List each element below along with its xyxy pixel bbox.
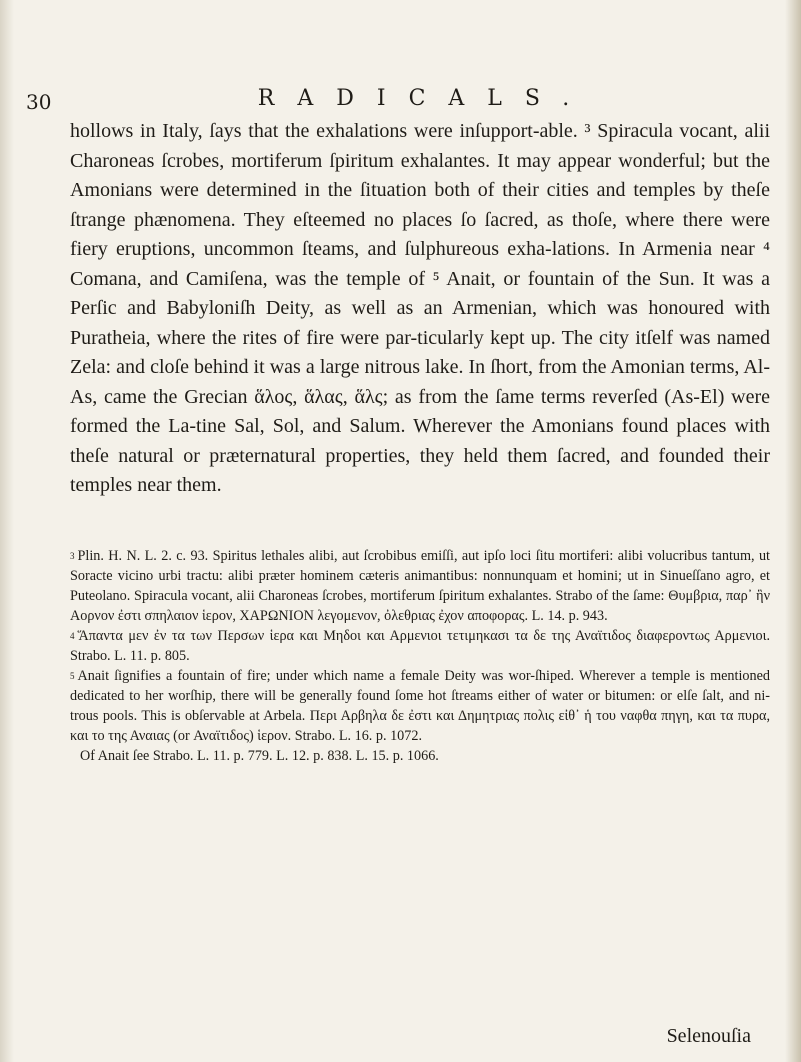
page-number: 30 (26, 90, 52, 114)
footnote-mark: 5 (70, 671, 75, 681)
page-edge-left (0, 0, 14, 1062)
body-paragraph: hollows in Italy, ſays that the exhalations were inſupport-able. ³ Spiracula vocant, alii Charoneas ſcrobes, mortiferum ſpiritum exhalantes. It may appear wonderful; but the Amonians were determined in the ſituation both of their cities and temples by theſe ſtrange phænomena. They eſteemed no places ſo ſacred, as thoſe, where there were fiery eruptions, uncommon ſteams, and ſulphureous exha-lations. In Armenia near ⁴ Comana, and Camiſena, was the temple of ⁵ Anait, or fountain of the Sun. It was a Perſic and Babyloniſh Deity, as well as an Armenian, which was honoured with Puratheia, where the rites of fire were par-ticularly kept up. The city itſelf was named Zela: and cloſe behind it was a large nitrous lake. In ſhort, from the Amonian terms, Al-As, came the Grecian ἅλος, ἅλας, ἅλς; as from the ſame terms reverſed (As-El) were formed the La-tine Sal, Sol, and Salum. Wherever the Amonians found places with theſe natural or præternatural properties, they held them ſacred, and founded their temples near them. (70, 120, 770, 496)
footnote-text: Ἅπαντα μεν ἐν τα των Περσων ἱερα και Μηδοι και Αρμενιοι τετιμηκασι τα δε της Αναϊτιδος διαφεροντως Αρμενιοι. Strabo. L. 11. p. 805. (70, 628, 770, 664)
catchword: Selenouſia (666, 1025, 751, 1047)
footnote-3 (70, 546, 770, 626)
running-head: RADICALS. (257, 86, 593, 111)
footnote-continuation (70, 746, 770, 766)
footnote-mark: 4 (70, 631, 75, 641)
footnote-4 (70, 626, 770, 666)
footnotes (70, 546, 770, 766)
footnote-text: Of Anait ſee Strabo. L. 11. p. 779. L. 12. p. 838. L. 15. p. 1066. (80, 748, 439, 764)
main-text (70, 117, 770, 501)
footnote-text: Anait ſignifies a fountain of fire; under which name a female Deity was wor-ſhiped. Wherever a temple is mentioned dedicated to her worſhip, there will be generally found ſome hot ſtreams either of water or bitumen: or elſe ſalt, and ni-trous pools. This is obſervable at Arbela. Περι Αρβηλα δε ἐστι και Δημητριας πολις εἰθ᾽ ἡ του ναφθα πηγη, και τα πυρα, και το της Αναιας (or Αναϊτιδος) ἱερον. Strabo. L. 16. p. 1072. (70, 668, 770, 744)
footnote-text: Plin. H. N. L. 2. c. 93. Spiritus lethales alibi, aut ſcrobibus emiſſi, aut ipſo loci ſitu mortiferi: alibi volucribus tantum, ut Soracte vicino urbi tractu: alibi præter hominem cæteris animantibus: nonnunquam et homini; ut in Sinueſſano agro, et Puteolano. Spiracula vocant, alii Charoneas ſcrobes, mortiferum ſpiritum exhalantes. Strabo of the ſame: Θυμβρια, παρ᾽ ἣν Αορνον ἐστι σπηλαιον ἱερον, ΧΑΡΩΝΙΟΝ λεγομενον, ὀλεθριας ἐχον αποφορας. L. 14. p. 943. (70, 548, 770, 624)
page-edge-right (785, 0, 801, 1062)
footnote-mark: 3 (70, 551, 75, 561)
footnote-5 (70, 666, 770, 746)
